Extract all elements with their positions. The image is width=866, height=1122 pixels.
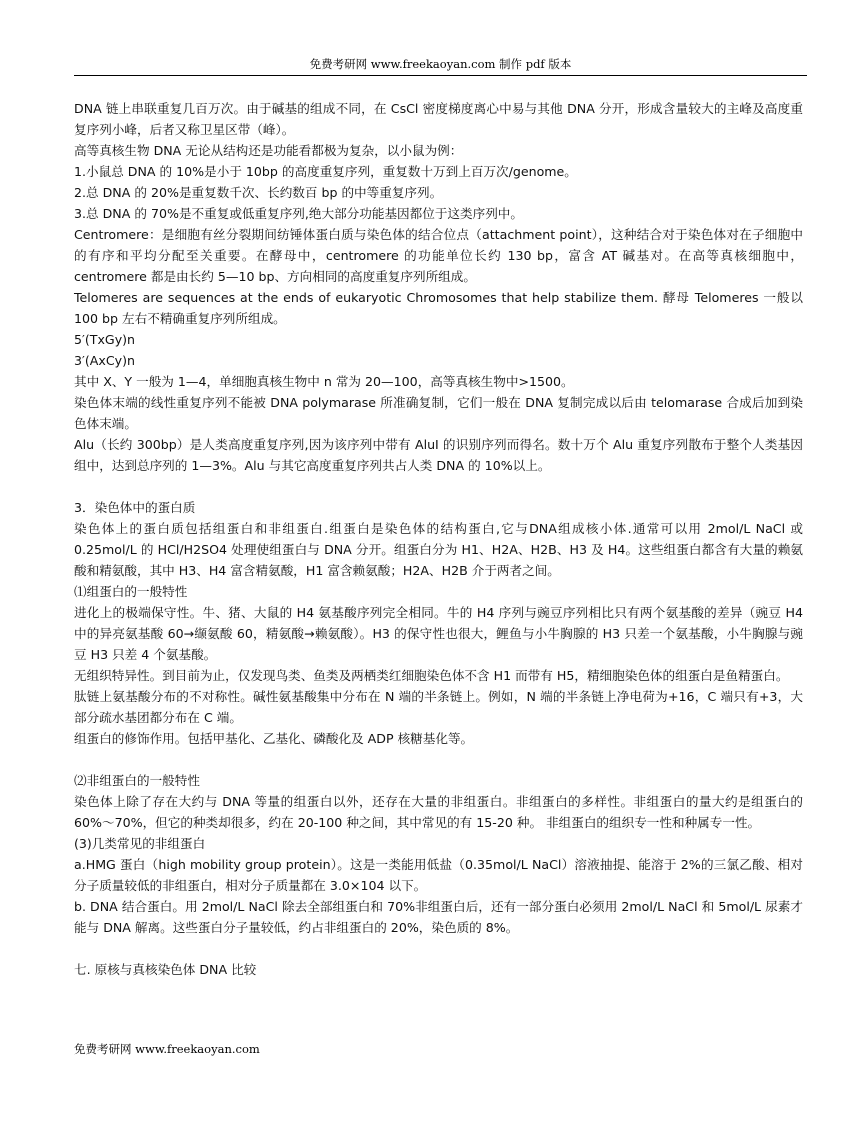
subsection-heading: (3)几类常见的非组蛋白 xyxy=(74,836,206,851)
paragraph: a.HMG 蛋白（high mobility group protein）。这是一类能用低盐（0.35mol/L NaCl）溶液抽提、能溶于 2%的三氯乙酸、相对分子质量较低的非组蛋白，相对分子质量都在 3.0×104 以下。 xyxy=(74,857,803,893)
paragraph: 高等真核生物 DNA 无论从结构还是功能看都极为复杂，以小鼠为例： xyxy=(74,143,463,158)
subsection-heading: ⑵非组蛋白的一般特性 xyxy=(74,773,200,788)
section-heading: 3．染色体中的蛋白质 xyxy=(74,500,196,515)
paragraph: 无组织特异性。到目前为止，仅发现鸟类、鱼类及两栖类红细胞染色体不含 H1 而带有 H5，精细胞染色体的组蛋白是鱼精蛋白。 xyxy=(74,668,789,683)
list-item: 3.总 DNA 的 70%是不重复或低重复序列,绝大部分功能基因都位于这类序列中。 xyxy=(74,206,523,221)
paragraph: DNA 链上串联重复几百万次。由于碱基的组成不同，在 CsCl 密度梯度离心中易与其他 DNA 分开，形成含量较大的主峰及高度重复序列小峰，后者又称卫星区带（峰）。 xyxy=(74,101,803,137)
paragraph: b. DNA 结合蛋白。用 2mol/L NaCl 除去全部组蛋白和 70%非组蛋白后，还有一部分蛋白必须用 2mol/L NaCl 和 5mol/L 尿素才能与 DNA 解离。这些蛋白分子量较低，约占非组蛋白的 20%，染色质的 8%。 xyxy=(74,899,803,935)
paragraph: 组蛋白的修饰作用。包括甲基化、乙基化、磷酸化及 ADP 核糖基化等。 xyxy=(74,731,474,746)
header-divider xyxy=(74,75,807,76)
document-body xyxy=(74,98,803,980)
paragraph: Centromere：是细胞有丝分裂期间纺锤体蛋白质与染色体的结合位点（attachment point），这种结合对于染色体对在子细胞中的有序和平均分配至关重要。在酵母中，centromere 的功能单位长约 130 bp，富含 AT 碱基对。在高等真核细胞中，centromere 都是由长约 5—10 bp、方向相同的高度重复序列所组成。 xyxy=(74,227,803,284)
subsection-heading: ⑴组蛋白的一般特性 xyxy=(74,584,188,599)
list-item: 1.小鼠总 DNA 的 10%是小于 10bp 的高度重复序列，重复数十万到上百万次/genome。 xyxy=(74,164,577,179)
page-header: 免费考研网 www.freekaoyan.com 制作 pdf 版本 xyxy=(309,57,572,71)
list-item: 2.总 DNA 的 20%是重复数千次、长约数百 bp 的中等重复序列。 xyxy=(74,185,443,200)
paragraph: 染色体上的蛋白质包括组蛋白和非组蛋白.组蛋白是染色体的结构蛋白,它与DNA组成核小体.通常可以用 2mol/L NaCl 或 0.25mol/L 的 HCl/H2SO4 处理使组蛋白与 DNA 分开。组蛋白分为 H1、H2A、H2B、H3 及 H4。这些组蛋白都含有大量的赖氨酸和精氨酸，其中 H3、H4 富含精氨酸，H1 富含赖氨酸；H2A、H2B 介于两者之间。 xyxy=(74,521,803,578)
paragraph: Alu（长约 300bp）是人类高度重复序列,因为该序列中带有 AluI 的识别序列而得名。数十万个 Alu 重复序列散布于整个人类基因组中，达到总序列的 1—3%。Alu 与其它高度重复序列共占人类 DNA 的 10%以上。 xyxy=(74,437,803,473)
page-footer: 免费考研网 www.freekaoyan.com xyxy=(74,1042,260,1056)
spacer xyxy=(74,938,803,959)
formula-line: 5′(TxGy)n xyxy=(74,332,136,347)
section-heading: 七. 原核与真核染色体 DNA 比较 xyxy=(74,962,257,977)
paragraph: 染色体上除了存在大约与 DNA 等量的组蛋白以外，还存在大量的非组蛋白。非组蛋白的多样性。非组蛋白的量大约是组蛋白的 60%～70%，但它的种类却很多，约在 20-100 种之间，其中常见的有 15-20 种。 非组蛋白的组织专一性和种属专一性。 xyxy=(74,794,803,830)
paragraph: Telomeres are sequences at the ends of eukaryotic Chromosomes that help stabilize them. 酵母 Telomeres 一般以 100 bp 左右不精确重复序列所组成。 xyxy=(74,290,803,326)
spacer xyxy=(74,476,803,497)
paragraph: 肽链上氨基酸分布的不对称性。碱性氨基酸集中分布在 N 端的半条链上。例如，N 端的半条链上净电荷为+16，C 端只有+3，大部分疏水基团都分布在 C 端。 xyxy=(74,689,803,725)
paragraph: 染色体末端的线性重复序列不能被 DNA polymarase 所准确复制，它们一般在 DNA 复制完成以后由 telomarase 合成后加到染色体末端。 xyxy=(74,395,803,431)
paragraph: 其中 X、Y 一般为 1—4，单细胞真核生物中 n 常为 20—100，高等真核生物中>1500。 xyxy=(74,374,574,389)
spacer xyxy=(74,749,803,770)
paragraph: 进化上的极端保守性。牛、猪、大鼠的 H4 氨基酸序列完全相同。牛的 H4 序列与豌豆序列相比只有两个氨基酸的差异（豌豆 H4 中的异亮氨基酸 60→缬氨酸 60，精氨酸→赖氨酸）。H3 的保守性也很大，鲤鱼与小牛胸腺的 H3 只差一个氨基酸，小牛胸腺与豌豆 H3 只差 4 个氨基酸。 xyxy=(74,605,803,662)
formula-line: 3′(AxCy)n xyxy=(74,353,135,368)
